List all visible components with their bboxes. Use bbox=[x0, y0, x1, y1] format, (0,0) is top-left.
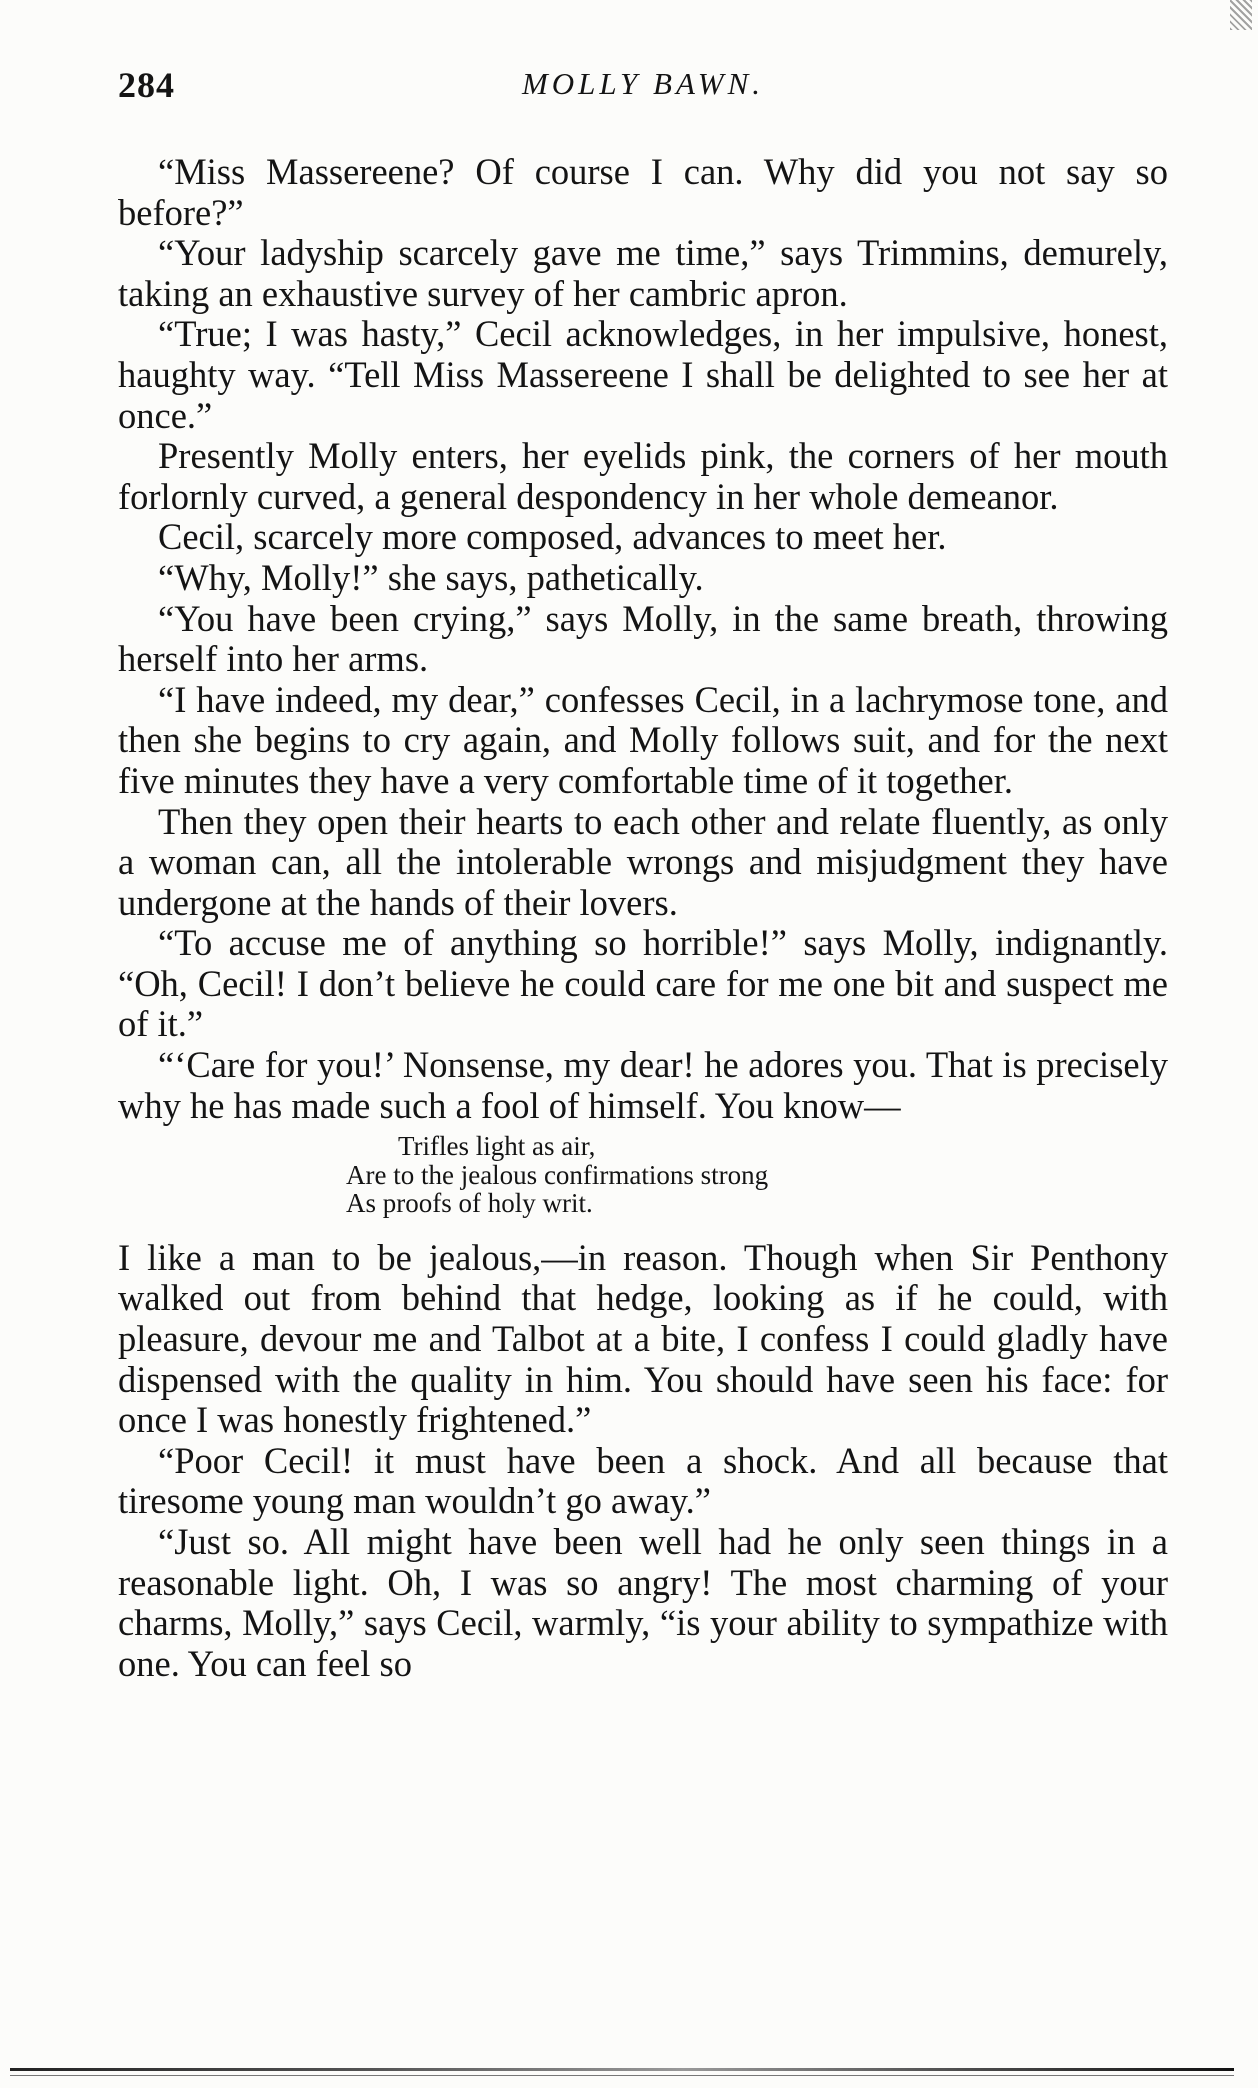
paragraph: “I have indeed, my dear,” confesses Cecil, in a lachrymose tone, and then she begins to cry again, and Molly follows suit, and for the next five minutes they have a very comfortable time of it together. bbox=[118, 678, 1168, 801]
verse-line: As proofs of holy writ. bbox=[346, 1188, 593, 1219]
verse-quotation bbox=[118, 1132, 1168, 1218]
paragraph: Presently Molly enters, her eyelids pink, the corners of her mouth forlornly curved, a general despondency in her whole demeanor. bbox=[118, 435, 1168, 517]
paragraph: “Just so. All might have been well had he only seen things in a reasonable light. Oh, I was so angry! The most charming of your charms, Molly,” says Cecil, warmly, “is your ability to sympathize with one. You can feel so bbox=[118, 1520, 1168, 1684]
page-corner-mark bbox=[1230, 0, 1252, 30]
paragraph: “Why, Molly!” she says, pathetically. bbox=[158, 556, 704, 598]
bottom-rule-thin bbox=[10, 2075, 1234, 2076]
paragraph: “Poor Cecil! it must have been a shock. And all because that tiresome young man wouldn’t go away.” bbox=[118, 1439, 1168, 1522]
paragraph: “‘Care for you!’ Nonsense, my dear! he adores you. That is precisely why he has made such a fool of himself. You know— bbox=[118, 1044, 1168, 1126]
paragraph: “To accuse me of anything so horrible!” says Molly, indignantly. “Oh, Cecil! I don’t believe he could care for me one bit and suspect me of it.” bbox=[118, 922, 1168, 1045]
paragraph: “Your ladyship scarcely gave me time,” says Trimmins, demurely, taking an exhaustive survey of her cambric apron. bbox=[118, 232, 1168, 314]
bottom-rule bbox=[10, 2068, 1234, 2071]
body-text bbox=[118, 152, 1168, 1684]
running-title: MOLLY BAWN. bbox=[521, 66, 765, 101]
paragraph: Then they open their hearts to each other and relate fluently, as only a woman can, all the intolerable wrongs and misjudgment they have undergone at the hands of their lovers. bbox=[118, 800, 1168, 923]
page-number: 284 bbox=[118, 65, 175, 105]
page-header bbox=[118, 64, 1168, 116]
paragraph: I like a man to be jealous,—in reason. Though when Sir Penthony walked out from behind that hedge, looking as if he could, with pleasure, devour me and Talbot at a bite, I confess I could gladly have dispensed with the quality in him. You should have seen his face: for once I was honestly frightened.” bbox=[118, 1236, 1168, 1441]
paragraph: Cecil, scarcely more composed, advances to meet her. bbox=[158, 516, 947, 558]
paragraph: “You have been crying,” says Molly, in the same breath, throwing herself into her arms. bbox=[118, 597, 1168, 680]
verse-line: Trifles light as air, bbox=[398, 1131, 596, 1162]
paragraph: “True; I was hasty,” Cecil acknowledges, in her impulsive, honest, haughty way. “Tell Miss Massereene I shall be delighted to see her at once.” bbox=[118, 313, 1168, 436]
paragraph: “Miss Massereene? Of course I can. Why did you not say so before?” bbox=[118, 151, 1168, 233]
verse-line: Are to the jealous confirmations strong bbox=[346, 1159, 769, 1190]
